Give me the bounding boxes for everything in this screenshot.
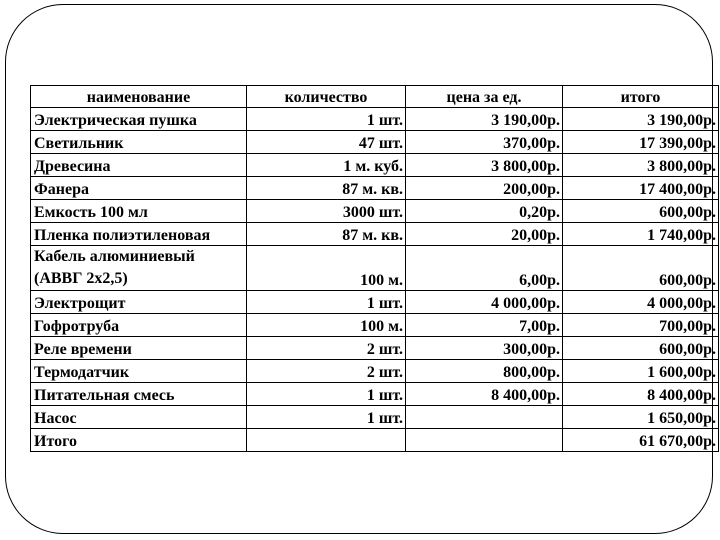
item-total: 8 400,00р. xyxy=(563,383,719,406)
item-total: 1 600,00р. xyxy=(563,360,719,383)
item-name: Древесина xyxy=(31,154,247,177)
table-row xyxy=(31,360,719,383)
table-row xyxy=(31,131,719,154)
total-unit-price xyxy=(406,429,563,452)
item-unit-price: 370,00р. xyxy=(406,131,563,154)
item-quantity: 87 м. кв. xyxy=(247,223,406,246)
table-row xyxy=(31,337,719,360)
item-quantity: 100 м. xyxy=(247,314,406,337)
goods-table xyxy=(30,85,719,452)
item-total: 1 650,00р. xyxy=(563,406,719,429)
item-quantity: 1 шт. xyxy=(247,108,406,131)
table-row xyxy=(31,200,719,223)
header-unit-price: цена за ед. xyxy=(406,86,563,108)
table-header-row xyxy=(31,86,719,108)
header-quantity: количество xyxy=(247,86,406,108)
item-name: Светильник xyxy=(31,131,247,154)
item-unit-price: 200,00р. xyxy=(406,177,563,200)
table-row xyxy=(31,223,719,246)
item-name: Пленка полиэтиленовая xyxy=(31,223,247,246)
item-quantity: 2 шт. xyxy=(247,337,406,360)
grand-total: 61 670,00р. xyxy=(563,429,719,452)
item-total: 600,00р. xyxy=(563,337,719,360)
total-row xyxy=(31,429,719,452)
item-unit-price: 3 190,00р. xyxy=(406,108,563,131)
item-total: 600,00р. xyxy=(563,200,719,223)
item-quantity: 47 шт. xyxy=(247,131,406,154)
item-unit-price: 800,00р. xyxy=(406,360,563,383)
item-name: Питательная смесь xyxy=(31,383,247,406)
item-total: 17 390,00р. xyxy=(563,131,719,154)
item-total: 17 400,00р. xyxy=(563,177,719,200)
item-total: 1 740,00р. xyxy=(563,223,719,246)
item-unit-price: 0,20р. xyxy=(406,200,563,223)
item-unit-price: 7,00р. xyxy=(406,314,563,337)
item-quantity: 1 м. куб. xyxy=(247,154,406,177)
table-row xyxy=(31,406,719,429)
item-name: Реле времени xyxy=(31,337,247,360)
item-total: 3 190,00р. xyxy=(563,108,719,131)
item-name: Насос xyxy=(31,406,247,429)
total-quantity xyxy=(247,429,406,452)
header-name: наименование xyxy=(31,86,247,108)
item-total: 700,00р. xyxy=(563,314,719,337)
item-quantity: 2 шт. xyxy=(247,360,406,383)
item-quantity: 1 шт. xyxy=(247,291,406,314)
item-unit-price: 4 000,00р. xyxy=(406,291,563,314)
table-row xyxy=(31,177,719,200)
table-row xyxy=(31,383,719,406)
item-quantity: 1 шт. xyxy=(247,383,406,406)
item-name: Кабель алюминиевый (АВВГ 2х2,5) xyxy=(31,246,247,291)
header-total: итого xyxy=(563,86,719,108)
item-quantity: 1 шт. xyxy=(247,406,406,429)
item-quantity: 87 м. кв. xyxy=(247,177,406,200)
item-total: 3 800,00р. xyxy=(563,154,719,177)
item-name: Емкость 100 мл xyxy=(31,200,247,223)
item-name: Электрощит xyxy=(31,291,247,314)
item-name: Гофротруба xyxy=(31,314,247,337)
item-unit-price: 6,00р. xyxy=(406,246,563,291)
table-row xyxy=(31,108,719,131)
item-unit-price: 300,00р. xyxy=(406,337,563,360)
item-name: Электрическая пушка xyxy=(31,108,247,131)
item-total: 600,00р. xyxy=(563,246,719,291)
item-name: Термодатчик xyxy=(31,360,247,383)
item-unit-price: 8 400,00р. xyxy=(406,383,563,406)
item-unit-price: 20,00р. xyxy=(406,223,563,246)
table-row xyxy=(31,291,719,314)
total-label: Итого xyxy=(31,429,247,452)
item-quantity: 100 м. xyxy=(247,246,406,291)
item-name: Фанера xyxy=(31,177,247,200)
table-row xyxy=(31,314,719,337)
item-total: 4 000,00р. xyxy=(563,291,719,314)
table-row xyxy=(31,154,719,177)
item-unit-price xyxy=(406,406,563,429)
item-quantity: 3000 шт. xyxy=(247,200,406,223)
item-unit-price: 3 800,00р. xyxy=(406,154,563,177)
table-row xyxy=(31,246,719,291)
